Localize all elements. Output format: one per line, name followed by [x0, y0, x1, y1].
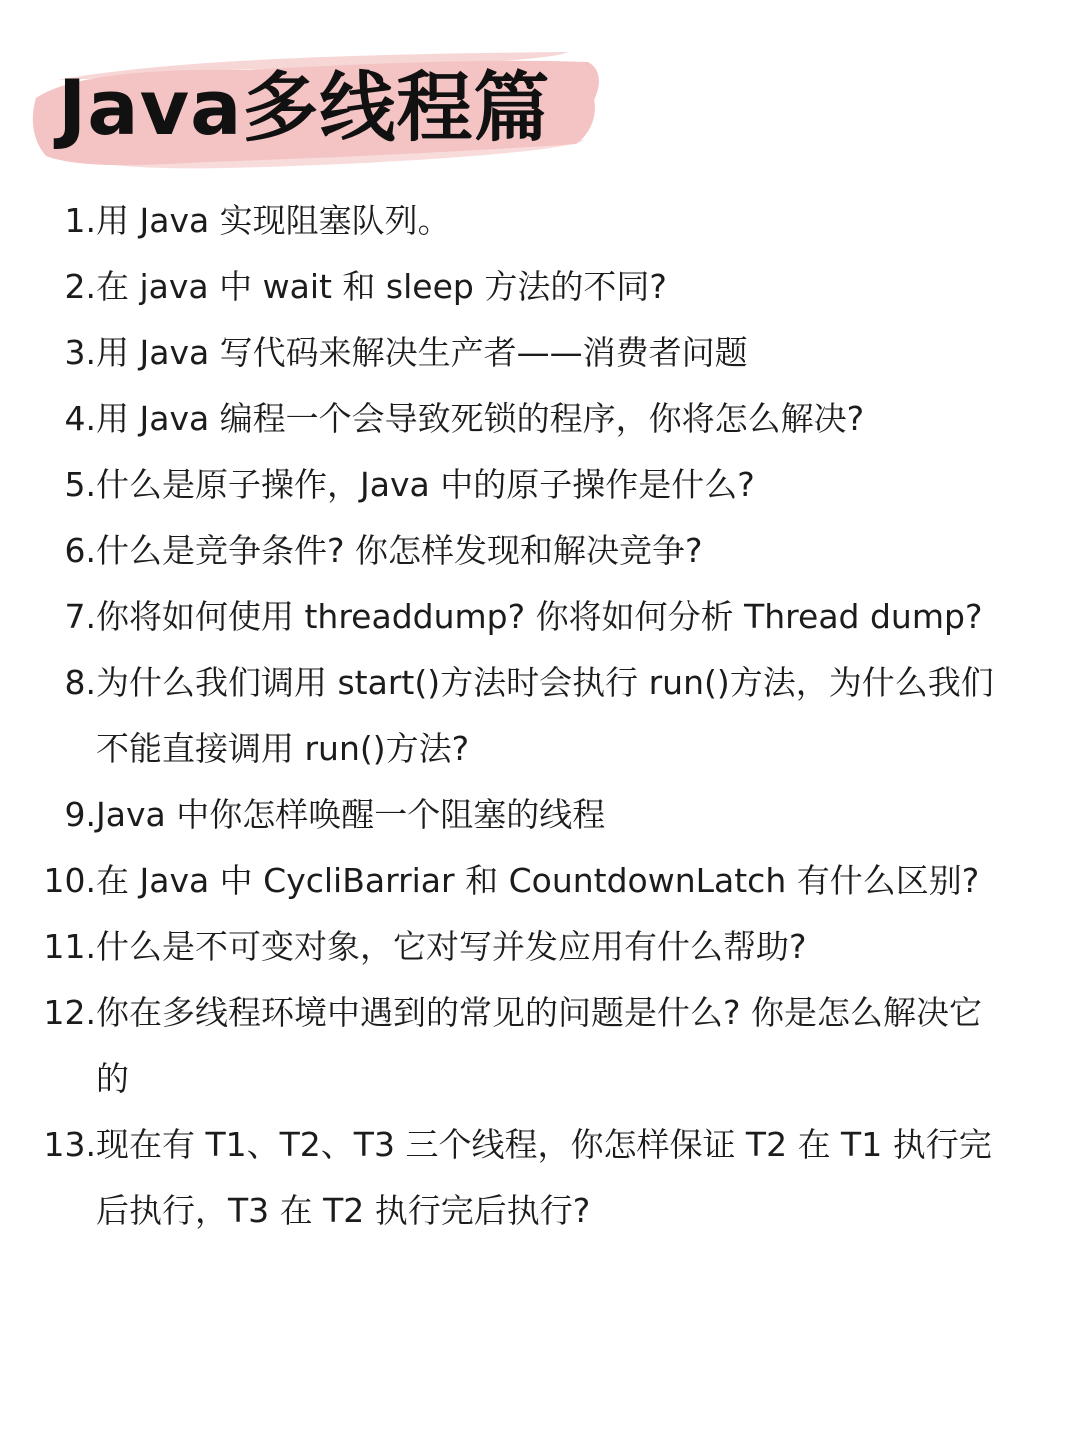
question-item — [0, 584, 1080, 650]
question-item — [0, 782, 1080, 848]
question-text: Java 中你怎样唤醒一个阻塞的线程 — [96, 795, 606, 834]
question-item — [0, 320, 1080, 386]
question-text: 用 Java 写代码来解决生产者——消费者问题 — [96, 333, 748, 372]
question-text: 在 java 中 wait 和 sleep 方法的不同? — [96, 267, 667, 306]
question-number: 7. — [64, 597, 96, 636]
question-text: 为什么我们调用 start()方法时会执行 run()方法，为什么我们不能直接调用 run()方法? — [96, 663, 994, 768]
question-text: 什么是不可变对象，它对写并发应用有什么帮助? — [96, 927, 807, 966]
question-text: 用 Java 编程一个会导致死锁的程序，你将怎么解决? — [96, 399, 865, 438]
question-number: 5. — [64, 465, 96, 504]
question-number: 8. — [64, 663, 96, 702]
page-title: Java多线程篇 — [58, 63, 551, 152]
question-text: 什么是原子操作，Java 中的原子操作是什么? — [96, 465, 755, 504]
question-text: 你将如何使用 threaddump? 你将如何分析 Thread dump? — [96, 597, 983, 636]
question-number: 6. — [64, 531, 96, 570]
question-number: 9. — [64, 795, 96, 834]
question-text: 你在多线程环境中遇到的常见的问题是什么? 你是怎么解决它的 — [96, 993, 983, 1098]
question-number: 13. — [43, 1125, 96, 1164]
question-item — [0, 254, 1080, 320]
question-number: 1. — [64, 201, 96, 240]
question-text: 什么是竞争条件? 你怎样发现和解决竞争? — [96, 531, 703, 570]
question-text: 在 Java 中 CycliBarriar 和 CountdownLatch 有什么区别? — [96, 861, 980, 900]
question-item — [0, 650, 1080, 782]
question-item — [0, 518, 1080, 584]
question-text: 现在有 T1、T2、T3 三个线程，你怎样保证 T2 在 T1 执行完后执行，T3 在 T2 执行完后执行? — [96, 1125, 992, 1230]
question-list — [0, 188, 1080, 1244]
question-number: 4. — [64, 399, 96, 438]
question-item — [0, 386, 1080, 452]
question-number: 11. — [43, 927, 96, 966]
title-block — [28, 40, 608, 170]
question-number: 3. — [64, 333, 96, 372]
question-number: 2. — [64, 267, 96, 306]
question-item — [0, 1112, 1080, 1244]
question-text: 用 Java 实现阻塞队列。 — [96, 201, 451, 240]
question-item — [0, 848, 1080, 914]
question-number: 12. — [43, 993, 96, 1032]
question-number: 10. — [43, 861, 96, 900]
question-item — [0, 980, 1080, 1112]
question-item — [0, 188, 1080, 254]
question-item — [0, 452, 1080, 518]
question-item — [0, 914, 1080, 980]
